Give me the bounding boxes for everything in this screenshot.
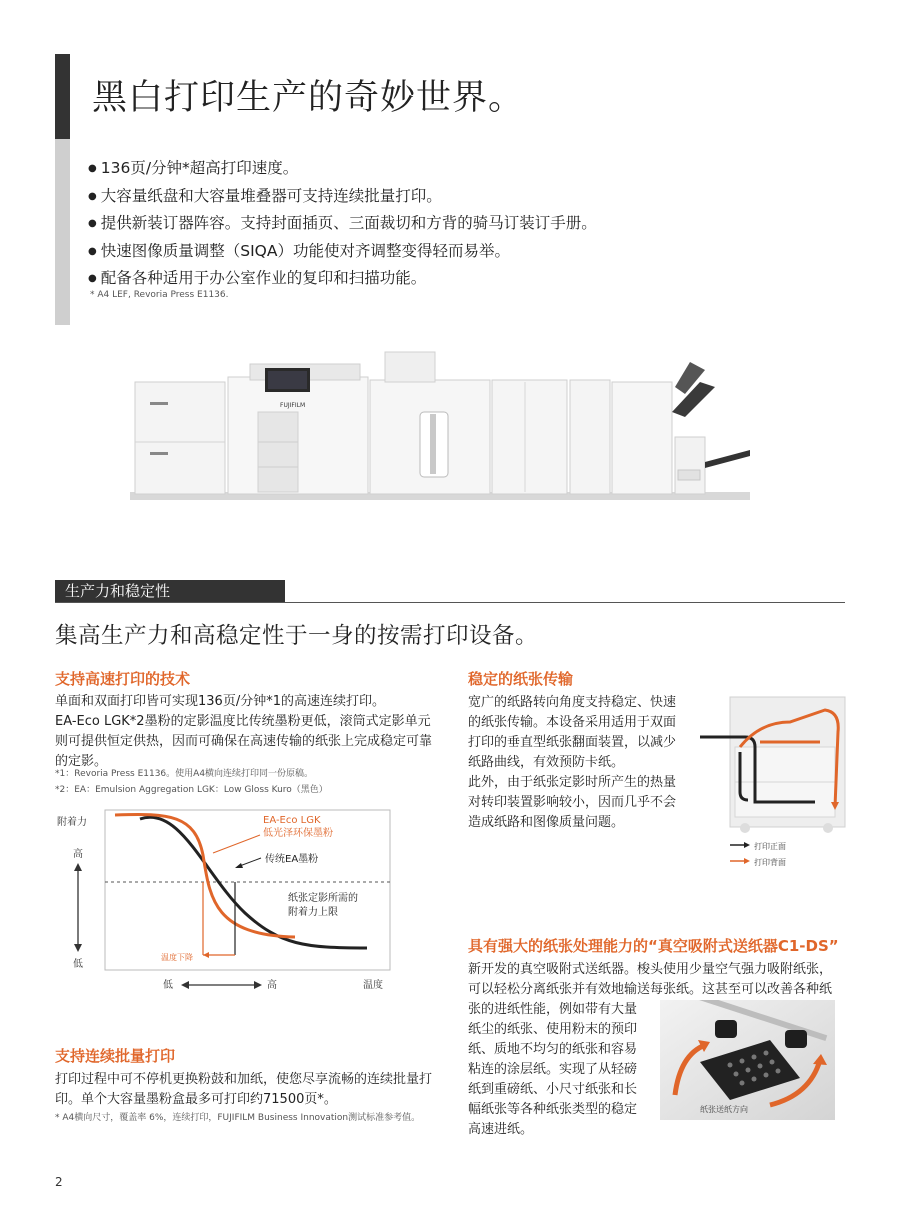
- feature-item: ● 大容量纸盘和大容量堆叠器可支持连续批量打印。: [88, 183, 597, 211]
- vacuum-feeder-photo: [660, 1000, 835, 1120]
- fusing-temperature-diagram: [55, 805, 400, 995]
- tech-note-2: *2：EA：Emulsion Aggregation LGK：Low Gloss Kuro（黑色）: [55, 785, 328, 795]
- section-tag: 生产力和稳定性: [55, 580, 285, 602]
- paper-path-diagram: [700, 692, 850, 872]
- feeder-line: 张的进纸性能，例如带有大量: [468, 1002, 638, 1017]
- threshold-label-line1: 纸张定影所需的: [288, 893, 358, 904]
- tech-paragraph-1: 单面和双面打印皆可实现136页/分钟*1的高速连续打印。: [55, 694, 385, 709]
- feeder-body-narrow: [468, 1000, 658, 1140]
- page-title: 黑白打印生产的奇妙世界。: [92, 78, 525, 118]
- paper-line: 对转印装置影响较小，因而几乎不会: [468, 795, 677, 810]
- feature-item: ● 136页/分钟*超高打印速度。: [88, 155, 597, 183]
- diagram-xhigh-label: 高: [267, 980, 277, 991]
- diagram-xlow-label: 低: [163, 980, 173, 991]
- section-divider: [55, 602, 845, 603]
- tech-paragraph-2: EA-Eco LGK*2墨粉的定影温度比传统墨粉更低，滚筒式定影单元则可提供恒定供热，因而可确保在高速传输的纸张上完成稳定可靠的定影。: [55, 714, 433, 769]
- paper-line: 造成纸路和图像质量问题。: [468, 815, 625, 830]
- tech-body: [55, 692, 440, 772]
- paper-body: [468, 693, 698, 833]
- conventional-label: 传统EA墨粉: [265, 854, 319, 865]
- tech-subtitle: 支持高速打印的技术: [55, 670, 191, 688]
- feature-list: [88, 155, 597, 293]
- diagram-low-label: 低: [73, 959, 83, 970]
- diagram-ylabel: 附着力: [57, 817, 87, 828]
- feature-item: ● 提供新装订器阵容。支持封面插页、三面裁切和方背的骑马订装订手册。: [88, 210, 597, 238]
- feeder-subtitle: 具有强大的纸张处理能力的“真空吸附式送纸器C1-DS”: [468, 937, 839, 955]
- legend-front: 打印正面: [754, 842, 786, 851]
- temp-drop-label: 温度下降: [161, 953, 193, 962]
- feeder-line: 纸到重磅纸、小尺寸纸张和长: [468, 1082, 638, 1097]
- feeder-line: 新开发的真空吸附式送纸器。梭头使用少量空气强力吸附纸张，: [468, 962, 833, 977]
- eco-label-line2: 低光泽环保墨粉: [263, 828, 333, 839]
- feeder-img-caption: 纸张送纸方向: [700, 1105, 748, 1114]
- batch-body: 打印过程中可不停机更换粉鼓和加纸，使您尽享流畅的连续批量打印。单个大容量墨粉盒最多可打印约71500页*。: [55, 1072, 433, 1107]
- title-accent-bar: [55, 54, 70, 139]
- paper-line: 打印的垂直型纸张翻面装置，以减少: [468, 735, 677, 750]
- feature-item: ● 配备各种适用于办公室作业的复印和扫描功能。: [88, 265, 597, 293]
- legend-back: 打印背面: [754, 858, 786, 867]
- tech-note-1: *1：Revoria Press E1136。使用A4横向连续打印同一份原稿。: [55, 769, 314, 779]
- feeder-line: 高速进纸。: [468, 1122, 534, 1137]
- feeder-body-full: [468, 960, 848, 1000]
- batch-note: * A4横向尺寸，覆盖率 6%，连续打印，FUJIFILM Business Innovation测试标准参考值。: [55, 1113, 421, 1123]
- paper-line: 的纸张传输。本设备采用适用于双面: [468, 715, 677, 730]
- printer-illustration: [130, 342, 750, 512]
- paper-line: 此外，由于纸张定影时所产生的热量: [468, 775, 677, 790]
- paper-subtitle: 稳定的纸张传输: [468, 670, 574, 688]
- diagram-xlabel: 温度: [363, 980, 383, 991]
- feeder-line: 幅纸张等各种纸张类型的稳定: [468, 1102, 638, 1117]
- feeder-line: 纸、质地不均匀的纸张和容易: [468, 1042, 638, 1057]
- feeder-line: 纸尘的纸张、使用粉末的预印: [468, 1022, 638, 1037]
- svg-text:FUJIFILM: FUJIFILM: [280, 402, 306, 409]
- diagram-high-label: 高: [73, 849, 83, 860]
- feeder-line: 粘连的涂层纸。实现了从轻磅: [468, 1062, 638, 1077]
- hero-footnote: * A4 LEF, Revoria Press E1136.: [90, 290, 229, 300]
- bullets-accent-bar: [55, 139, 70, 325]
- paper-line: 纸路曲线，有效预防卡纸。: [468, 755, 625, 770]
- feeder-line: 可以轻松分离纸张并有效地输送每张纸。这甚至可以改善各种纸: [468, 982, 833, 997]
- page-number: 2: [55, 1175, 63, 1189]
- feature-item: ● 快速图像质量调整（SIQA）功能使对齐调整变得轻而易举。: [88, 238, 597, 266]
- threshold-label-line2: 附着力上限: [288, 907, 338, 918]
- batch-subtitle: 支持连续批量打印: [55, 1047, 176, 1065]
- paper-line: 宽广的纸路转向角度支持稳定、快速: [468, 695, 677, 710]
- eco-label-line1: EA-Eco LGK: [263, 815, 321, 826]
- section-headline: 集高生产力和高稳定性于一身的按需打印设备。: [55, 623, 539, 649]
